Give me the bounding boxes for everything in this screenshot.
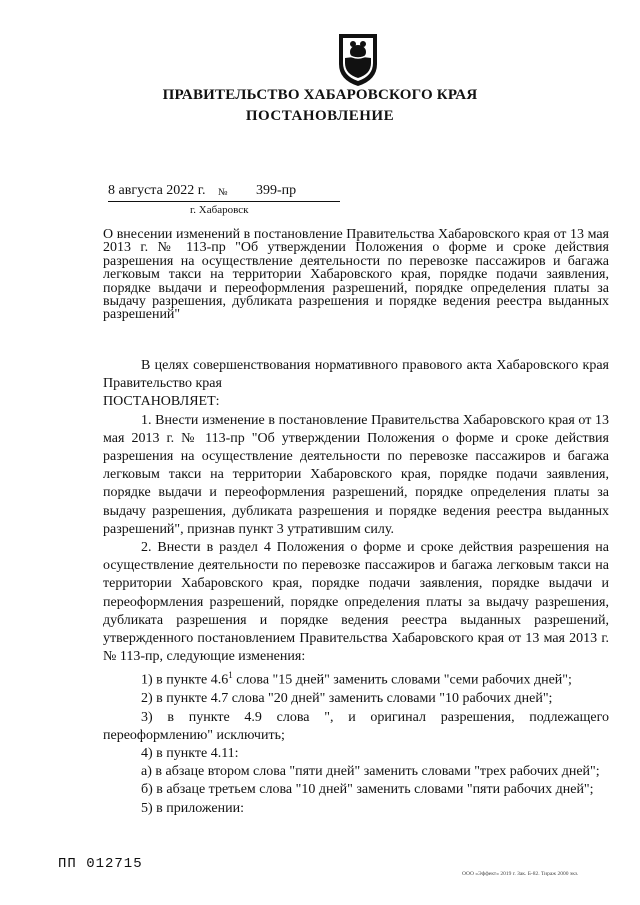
document-type: ПОСТАНОВЛЕНИЕ	[245, 108, 395, 124]
list-item: 3) в пункте 4.9 слова ", и оригинал разрешения, подлежащего переоформлению" исключить;	[103, 709, 609, 743]
organization-title: ПРАВИТЕЛЬСТВО ХАБАРОВСКОГО КРАЯ	[162, 87, 478, 103]
footer-code: ПП 012715	[58, 856, 143, 872]
list-item: 2) в пункте 4.7 слова "20 дней" заменить словами "10 рабочих дней";	[141, 691, 553, 707]
paragraph-1: 1. Внести изменение в постановление Правительства Хабаровского края от 13 мая 2013 г. № 113-пр "Об утверждении Положения о форме и сроке действия разрешения на осуществление деятельности по перевозке пассажиров и багажа легковым такси на территории Хабаровского края, порядке подачи заявления, порядке выдачи и переоформления разрешений, порядке определения платы за выдачу разрешения, дубликата разрешения и порядке ведения реестра выданных разрешений", признав пункт 3 утратившим силу.	[103, 412, 609, 537]
document-place: г. Хабаровск	[190, 204, 249, 216]
date-number-line	[108, 183, 340, 202]
document-body	[103, 357, 609, 818]
number-label: №	[218, 187, 228, 198]
document-number: 399-пр	[256, 183, 297, 198]
paragraph-2: 2. Внести в раздел 4 Положения о форме и сроке действия разрешения на осуществление деятельности по перевозке пассажиров и багажа легковым такси на территории Хабаровского края, порядке подачи заявления, порядке выдачи и переоформления разрешений, порядке определения платы за выдачу разрешения, дубликата разрешения и порядке ведения реестра выданных разрешений, утвержденного постановлением Правительства Хабаровского края от 13 мая 2013 г. № 113-пр, следующие изменения:	[103, 540, 609, 665]
document-date: 8 августа 2022 г.	[108, 183, 206, 198]
list-item: 1) в пункте $4.6^1$ слова "15 дней" заменить словами "семи рабочих дней";	[141, 670, 572, 689]
resolves-heading: ПОСТАНОВЛЯЕТ:	[103, 394, 220, 410]
printer-imprint: ООО «Эффект» 2019 г. Зак. Б-82. Тираж 2000 экз.	[462, 871, 579, 877]
list-item: 4) в пункте 4.11:	[141, 745, 239, 761]
list-item: а) в абзаце втором слова "пяти дней" заменить словами "трех рабочих дней";	[141, 764, 600, 780]
list-item: 5) в приложении:	[141, 800, 244, 816]
preamble: В целях совершенствования нормативного правового акта Хабаровского края Правительство края	[103, 358, 609, 392]
superscript-1: 1	[228, 670, 233, 681]
coat-of-arms-emblem	[335, 30, 381, 88]
document-title: О внесении изменений в постановление Правительства Хабаровского края от 13 мая 2013 г. № 113-пр "Об утверждении Положения о форме и сроке действия разрешения на осуществление деятельности по перевозке пассажиров и багажа легковым такси на территории Хабаровского края, порядке подачи заявления, порядке выдачи и переоформления разрешений, порядке определения платы за выдачу разрешения, дубликата разрешения и порядке ведения реестра выданных разрешений"	[103, 227, 609, 323]
list-item: б) в абзаце третьем слова "10 дней" заменить словами "пяти рабочих дней";	[141, 782, 594, 798]
